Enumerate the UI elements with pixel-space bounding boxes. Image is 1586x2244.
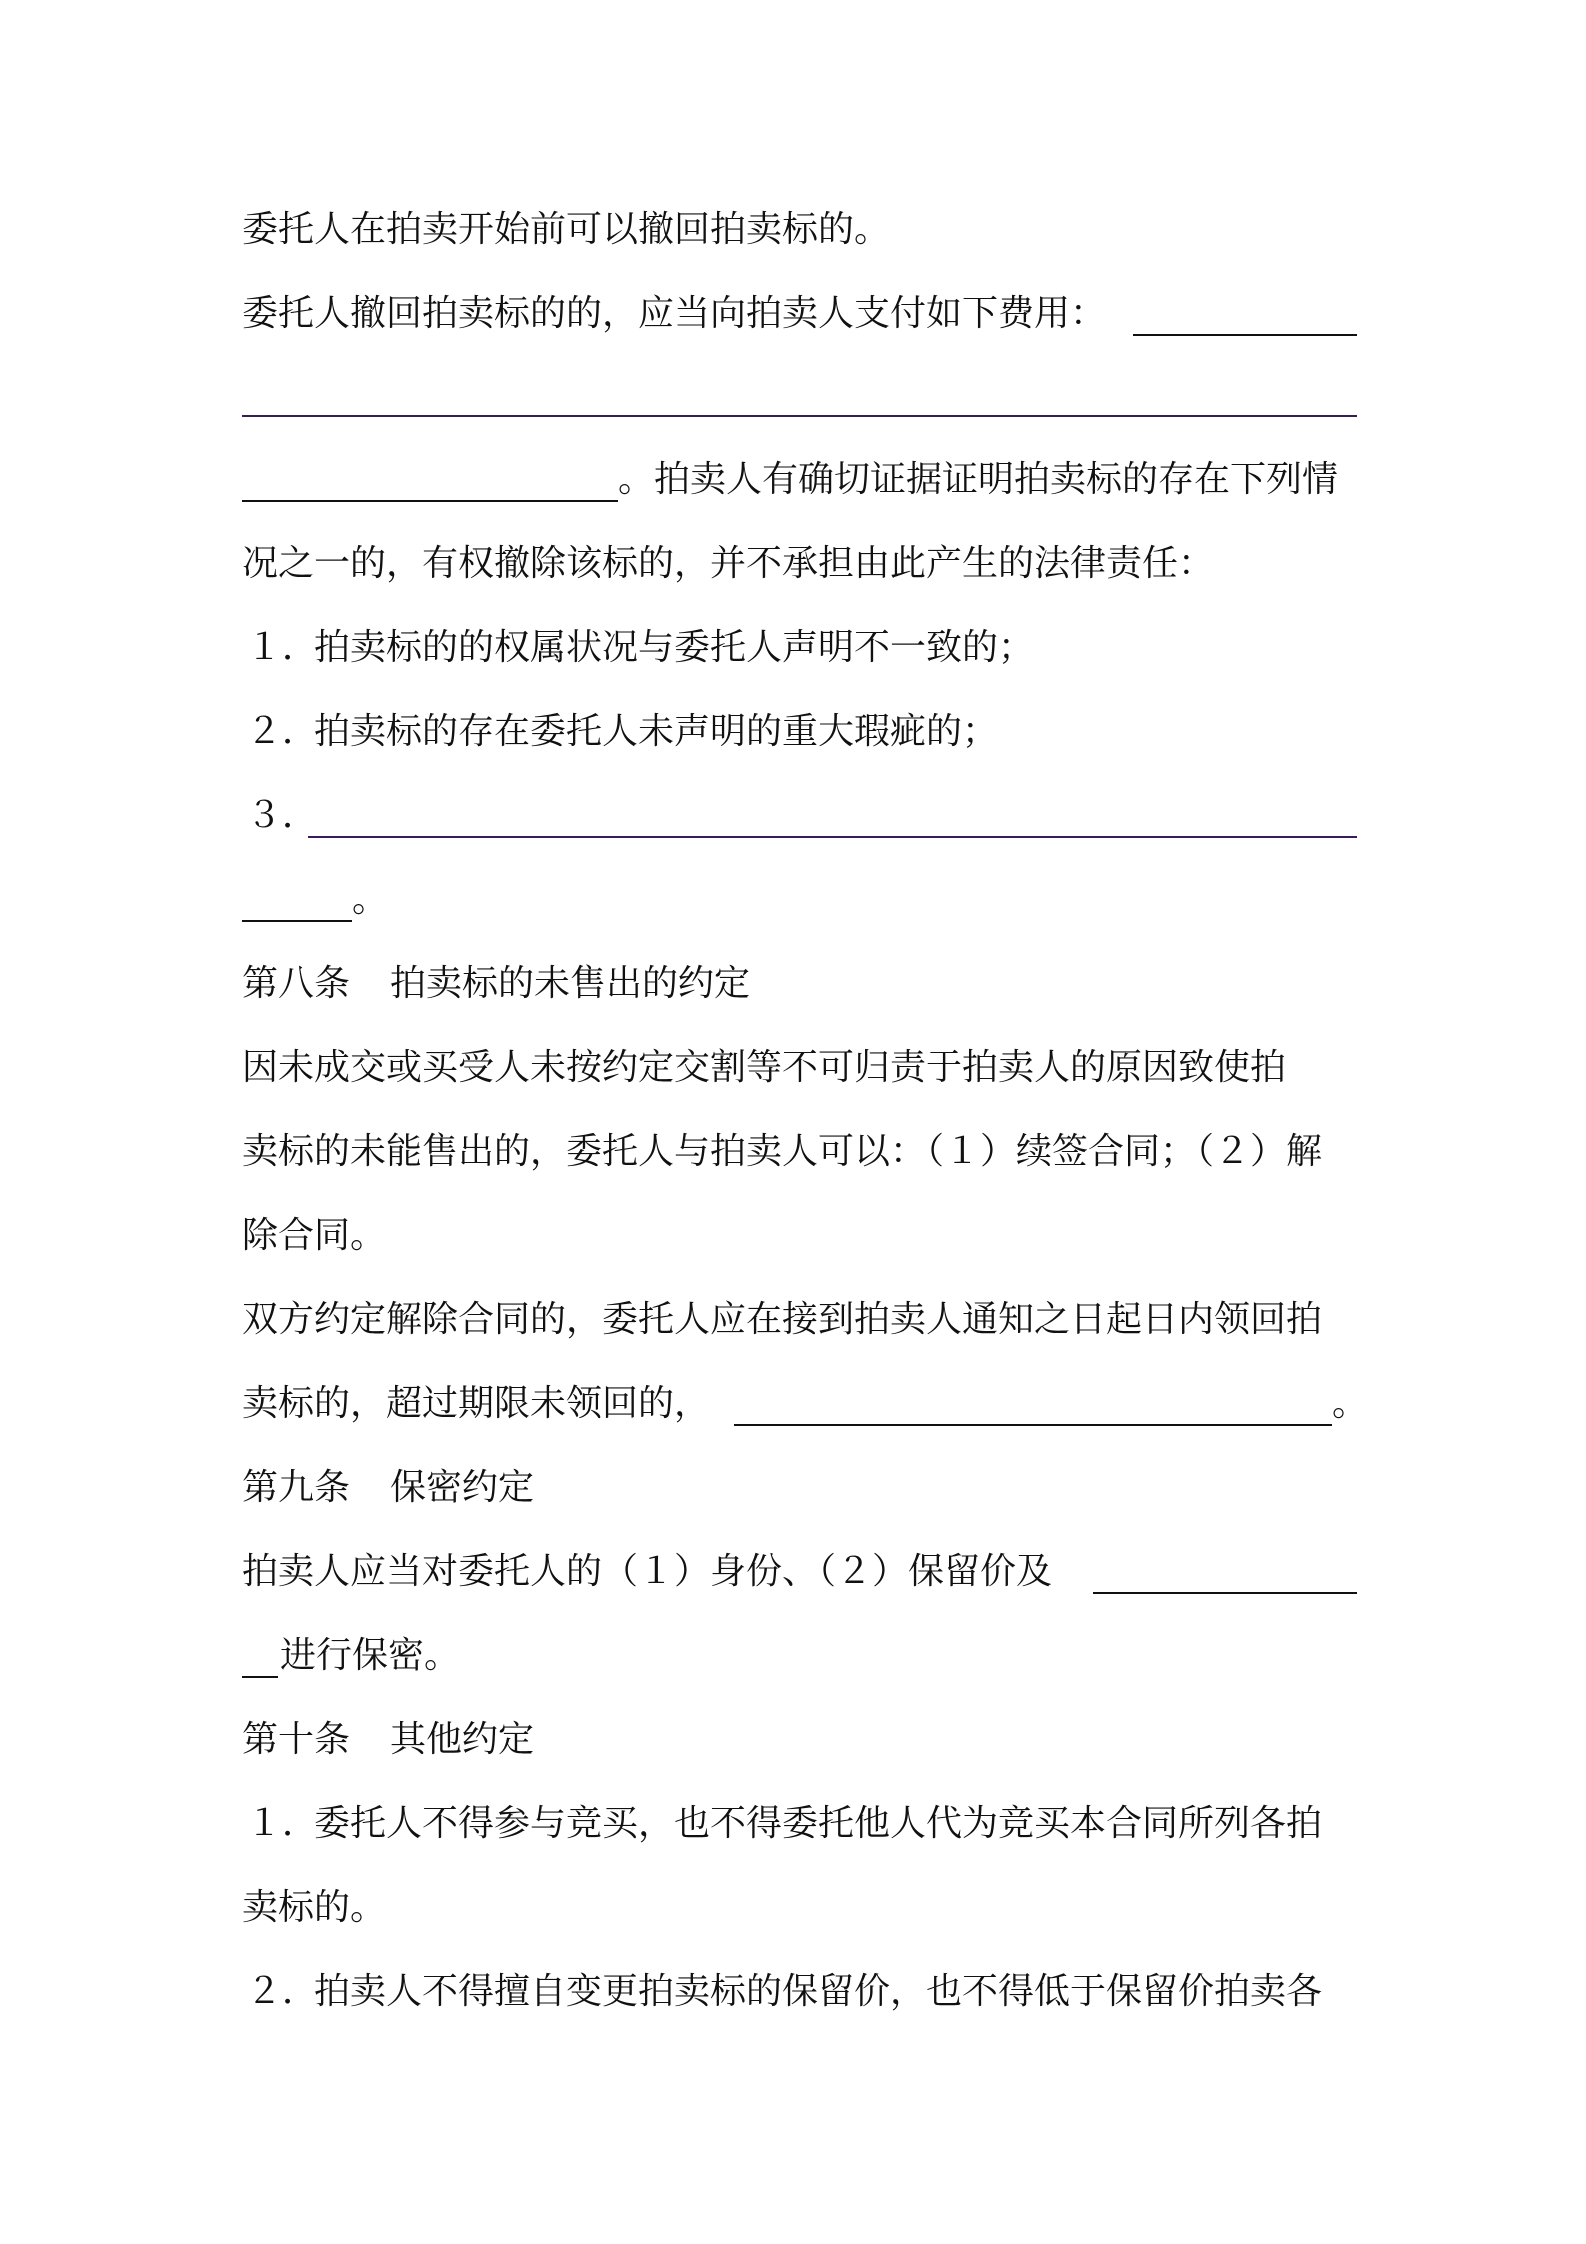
- list-number: ２．: [246, 711, 319, 752]
- paragraph-line: [242, 1206, 1357, 1266]
- list-item: [242, 1962, 1357, 2022]
- line-text: 。: [352, 879, 389, 920]
- paragraph-line: [242, 1290, 1357, 1350]
- line-text: 卖标的，超过期限未领回的，: [242, 1383, 711, 1424]
- fill-in-blank[interactable]: [1133, 334, 1357, 336]
- line-text: 卖标的未能售出的，委托人与拍卖人可以：（１）续签合同；（２）解: [242, 1131, 1323, 1172]
- article-heading: [242, 1458, 1357, 1518]
- line-text: 除合同。: [242, 1215, 387, 1256]
- list-item: [242, 702, 1357, 762]
- article-heading: [242, 1710, 1357, 1770]
- paragraph-line: [242, 1038, 1357, 1098]
- article-number: 第八条: [242, 963, 351, 1004]
- list-number: ３．: [246, 795, 319, 836]
- line-text: 拍卖标的存在委托人未声明的重大瑕疵的；: [314, 711, 999, 752]
- fill-in-blank[interactable]: [242, 920, 352, 922]
- paragraph-line: [242, 1122, 1357, 1182]
- paragraph-line: [1332, 1374, 1372, 1434]
- list-item: [242, 618, 1357, 678]
- fill-in-blank[interactable]: [1093, 1592, 1357, 1594]
- fill-in-blank[interactable]: [308, 836, 1357, 838]
- line-text: 委托人不得参与竞买，也不得委托他人代为竞买本合同所列各拍: [314, 1803, 1323, 1844]
- article-title: 保密约定: [390, 1467, 535, 1508]
- fill-in-blank[interactable]: [242, 415, 1357, 417]
- list-item: [242, 1794, 1357, 1854]
- fill-in-blank[interactable]: [734, 1424, 1332, 1426]
- paragraph-line: [280, 1626, 1180, 1686]
- line-text: 。: [1332, 1383, 1369, 1424]
- line-text: 拍卖标的的权属状况与委托人声明不一致的；: [314, 627, 1035, 668]
- paragraph-line: [242, 534, 1357, 594]
- line-text: 拍卖人不得擅自变更拍卖标的保留价，也不得低于保留价拍卖各: [314, 1971, 1323, 2012]
- fill-in-blank[interactable]: [242, 500, 618, 502]
- line-text: 进行保密。: [280, 1635, 461, 1676]
- article-heading: [242, 954, 1357, 1014]
- paragraph-line: [618, 450, 1357, 510]
- paragraph-line: [242, 1878, 1357, 1938]
- list-number: １．: [246, 627, 319, 668]
- paragraph-line: [352, 870, 452, 930]
- line-text: 。拍卖人有确切证据证明拍卖标的存在下列情: [618, 459, 1339, 500]
- article-title: 拍卖标的未售出的约定: [390, 963, 751, 1004]
- article-title: 其他约定: [390, 1719, 535, 1760]
- article-number: 第十条: [242, 1719, 351, 1760]
- line-text: 拍卖人应当对委托人的（１）身份、（２）保留价及: [242, 1551, 1053, 1592]
- line-text: 卖标的。: [242, 1887, 387, 1928]
- line-text: 双方约定解除合同的，委托人应在接到拍卖人通知之日起日内领回拍: [242, 1299, 1323, 1340]
- line-text: 况之一的，有权撤除该标的，并不承担由此产生的法律责任：: [242, 543, 1215, 584]
- paragraph-line: [242, 200, 1357, 260]
- list-number: １．: [246, 1803, 319, 1844]
- line-text: 委托人撤回拍卖标的的，应当向拍卖人支付如下费用：: [242, 293, 1107, 334]
- list-number: ２．: [246, 1971, 319, 2012]
- article-number: 第九条: [242, 1467, 351, 1508]
- line-text: 委托人在拍卖开始前可以撤回拍卖标的。: [242, 209, 891, 250]
- line-text: 因未成交或买受人未按约定交割等不可归责于拍卖人的原因致使拍: [242, 1047, 1287, 1088]
- fill-in-blank[interactable]: [242, 1676, 278, 1678]
